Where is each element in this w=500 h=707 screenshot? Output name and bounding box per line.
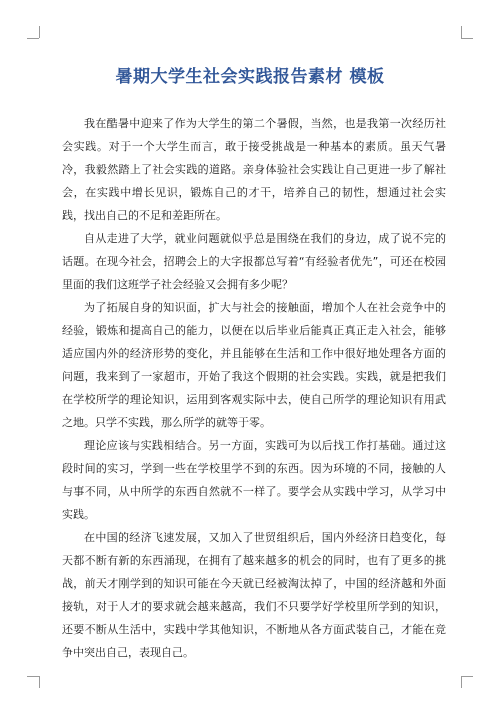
paragraph-4: 理论应该与实践相结合。另一方面，实践可为以后找工作打基础。通过这段时间的实习，学到一些在学校里学不到的东西。因为环境的不同，接触的人与事不同，从中所学的东西自然就不一样了。要学会从实践中学习，从学习中实践。 [62,439,446,521]
paragraph-2: 自从走进了大学，就业问题就似乎总是围绕在我们的身边，成了说不完的话题。在现今社会，招聘会上的大字报都总写着“有经验者优先”，可还在校园里面的我们这班学子社会经验又会拥有多少呢？ [62,232,446,291]
document-body [62,112,446,664]
crop-mark-bottom-right-v [461,676,462,688]
crop-mark-top-right-v [461,26,462,38]
document-title: 暑期大学生社会实践报告素材 模板 [115,67,385,87]
paragraph-1: 我在酷暑中迎来了作为大学生的第二个暑假，当然，也是我第一次经历社会实践。对于一个大学生而言，敢于接受挑战是一种基本的素质。虽天气暑冷，我毅然踏上了社会实践的道路。亲身体验社会实践让自己更进一步了解社会，在实践中增长见识，锻炼自己的才干，培养自己的韧性，想通过社会实践，找出自己的不足和差距所在。 [62,117,446,222]
crop-mark-top-left-v [39,26,40,38]
crop-mark-top-right-h [461,38,473,39]
crop-mark-bottom-left-v [39,676,40,688]
crop-mark-top-left-h [27,38,39,39]
paragraph-3: 为了拓展自身的知识面，扩大与社会的接触面，增加个人在社会竞争中的经验，锻炼和提高自己的能力，以便在以后毕业后能真正真正走入社会，能够适应国内外的经济形势的变化，并且能够在生活和工作中很好地处理各方面的问题，我来到了一家超市，开始了我这个假期的社会实践。实践，就是把我们在学校所学的理论知识，运用到客观实际中去，使自己所学的理论知识有用武之地。只学不实践，那么所学的就等于零。 [62,301,446,429]
crop-mark-bottom-left-h [27,676,39,677]
paragraph-5: 在中国的经济飞速发展，又加入了世贸组织后，国内外经济日趋变化，每天都不断有新的东西涌现，在拥有了越来越多的机会的同时，也有了更多的挑战，前天才刚学到的知识可能在今天就已经被淘汰掉了，中国的经济越和外面接轨，对于人才的要求就会越来越高，我们不只要学好学校里所学到的知识，还要不断从生活中，实践中学其他知识，不断地从各方面武装自己，才能在竞争中突出自己，表现自己。 [62,531,446,659]
crop-mark-bottom-right-h [461,676,473,677]
